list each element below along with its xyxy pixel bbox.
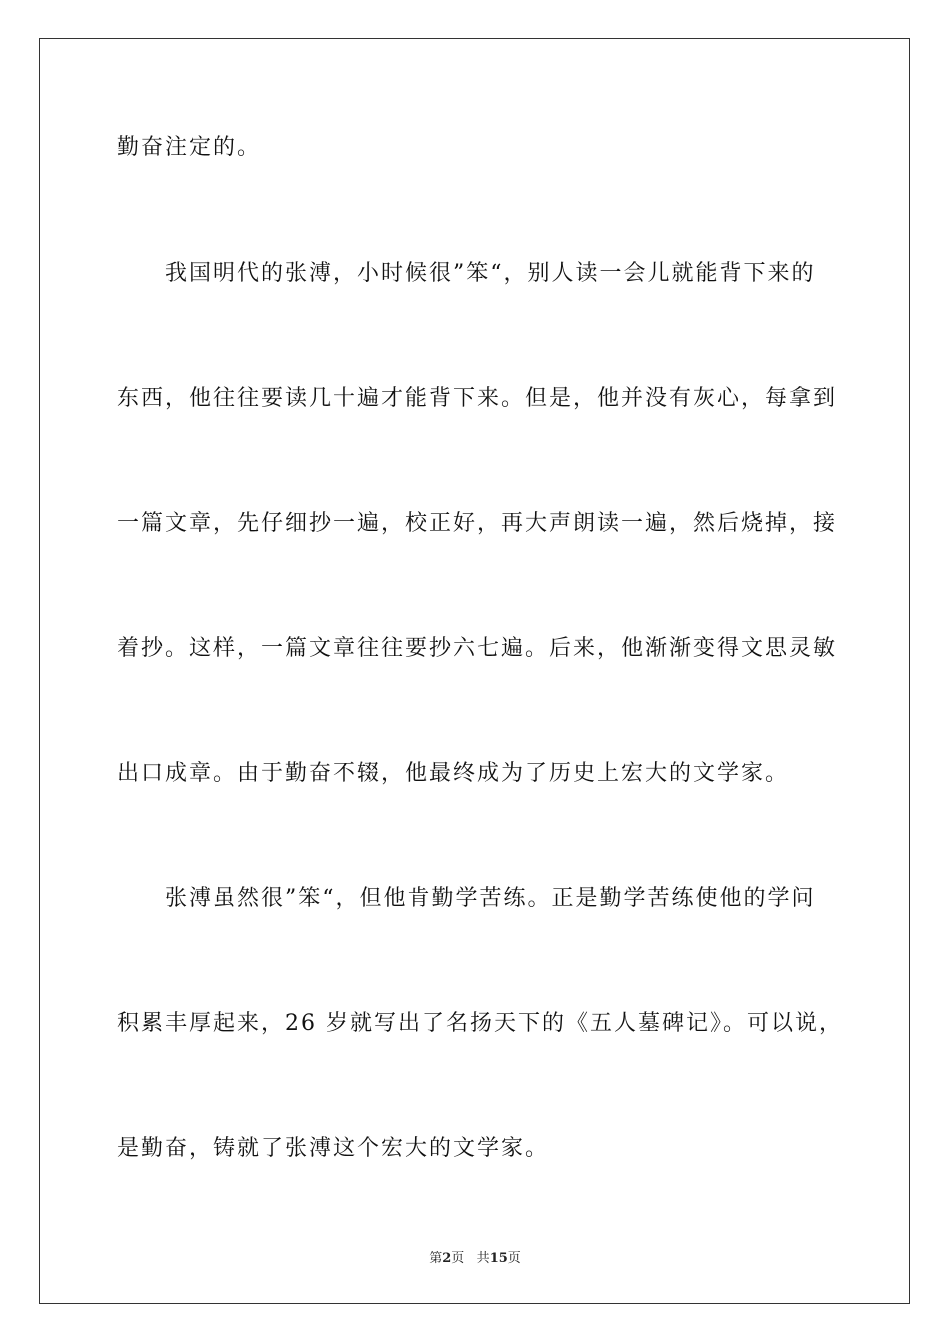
body-line: 一篇文章，先仔细抄一遍，校正好，再大声朗读一遍，然后烧掉，接 xyxy=(117,511,838,536)
body-line: 东西，他往往要读几十遍才能背下来。但是，他并没有灰心，每拿到 xyxy=(117,386,838,411)
page-border xyxy=(39,38,910,1304)
page-footer xyxy=(0,1247,950,1266)
total-prefix: 共 xyxy=(476,1251,490,1266)
paragraph-first-line: 我国明代的张溥，小时候很”笨“，别人读一会儿就能背下来的 xyxy=(165,261,816,286)
body-line: 出口成章。由于勤奋不辍，他最终成为了历史上宏大的文学家。 xyxy=(117,761,790,786)
body-line: 积累丰厚起来，26 岁就写出了名扬天下的《五人墓碑记》。可以说， xyxy=(117,1011,843,1036)
page-number: 2 xyxy=(442,1251,452,1266)
total-pages: 15 xyxy=(489,1251,508,1266)
body-line: 是勤奋，铸就了张溥这个宏大的文学家。 xyxy=(117,1136,550,1161)
page-prefix: 第 xyxy=(429,1251,443,1266)
body-line: 着抄。这样，一篇文章往往要抄六七遍。后来，他渐渐变得文思灵敏 xyxy=(117,636,838,661)
paragraph-first-line: 张溥虽然很”笨“，但他肯勤学苦练。正是勤学苦练使他的学问 xyxy=(165,886,816,911)
page-suffix: 页 xyxy=(451,1251,465,1266)
total-suffix: 页 xyxy=(507,1251,521,1266)
body-line: 勤奋注定的。 xyxy=(117,135,262,160)
